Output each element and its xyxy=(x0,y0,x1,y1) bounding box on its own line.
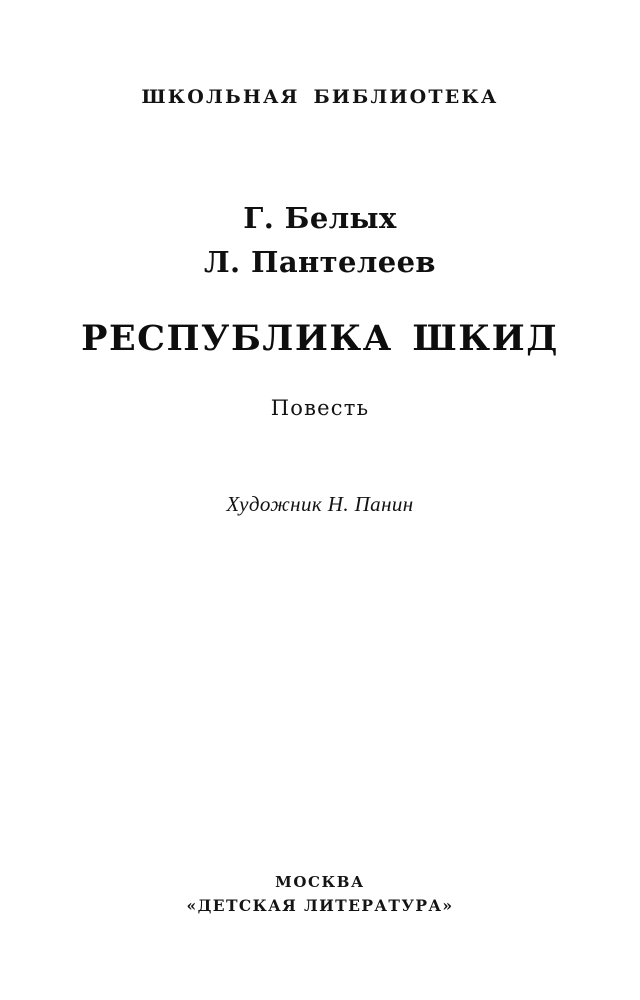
imprint-publisher: «ДЕТСКАЯ ЛИТЕРАТУРА» xyxy=(186,896,454,915)
series-label: ШКОЛЬНАЯ БИБЛИОТЕКА xyxy=(141,86,499,108)
authors-block xyxy=(0,196,640,284)
imprint-block xyxy=(0,870,640,918)
illustrator-credit: Художник Н. Панин xyxy=(226,492,414,516)
author-name-second: Л. Пантелеев xyxy=(204,245,436,279)
book-genre: Повесть xyxy=(270,396,370,420)
author-name-first: Г. Белых xyxy=(243,201,397,235)
book-title: РЕСПУБЛИКА ШКИД xyxy=(81,318,559,359)
imprint-city: МОСКВА xyxy=(275,873,365,891)
